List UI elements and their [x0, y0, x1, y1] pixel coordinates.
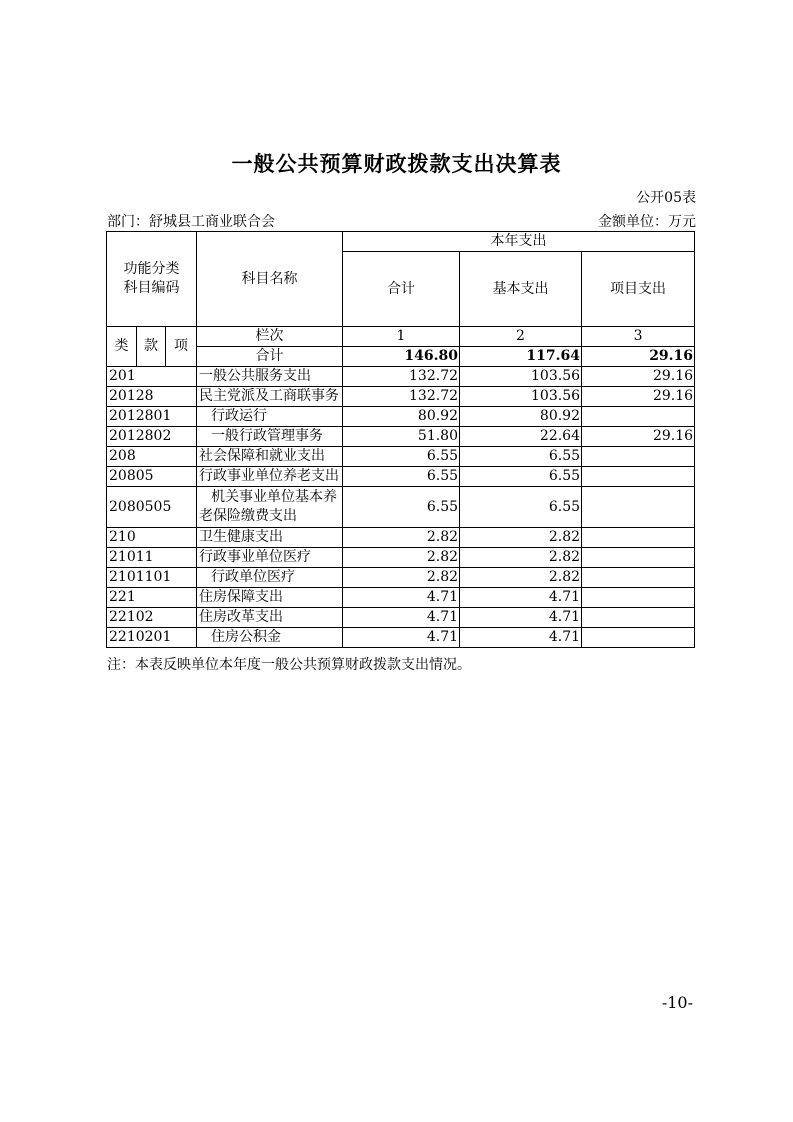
row-total: 132.72 [343, 367, 460, 387]
row-code: 201 [107, 367, 197, 387]
table-row [107, 528, 695, 548]
row-project: 29.16 [582, 387, 695, 407]
row-code: 21011 [107, 548, 197, 568]
table-row [107, 427, 695, 447]
row-total: 6.55 [343, 467, 460, 487]
table-row [107, 568, 695, 588]
page-number: -10- [661, 993, 693, 1012]
col-number-1: 1 [343, 327, 460, 347]
lei-header: 类 [107, 327, 137, 367]
total-amount: 146.80 [343, 347, 460, 367]
row-code: 221 [107, 588, 197, 608]
row-project [582, 447, 695, 467]
lanci-row [107, 327, 695, 347]
total-col-header: 合计 [343, 252, 460, 327]
table-footnote: 注：本表反映单位本年度一般公共预算财政拨款支出情况。 [107, 657, 471, 673]
page-title: 一般公共预算财政拨款支出决算表 [231, 151, 562, 176]
table-row [107, 608, 695, 628]
xiang-header: 项 [166, 327, 197, 367]
code-group-header: 功能分类科目编码 [107, 232, 197, 327]
col-number-2: 2 [460, 327, 582, 347]
basic-col-header: 基本支出 [460, 252, 582, 327]
row-basic: 80.92 [460, 407, 582, 427]
row-basic: 6.55 [460, 487, 582, 528]
row-code: 210 [107, 528, 197, 548]
table-row [107, 467, 695, 487]
row-basic: 4.71 [460, 608, 582, 628]
row-name: 行政运行 [197, 407, 343, 427]
subject-name-header: 科目名称 [197, 232, 343, 327]
row-project: 29.16 [582, 367, 695, 387]
row-name: 住房保障支出 [197, 588, 343, 608]
row-basic: 103.56 [460, 367, 582, 387]
row-project [582, 467, 695, 487]
row-code: 2101101 [107, 568, 197, 588]
row-project [582, 568, 695, 588]
row-total: 4.71 [343, 608, 460, 628]
row-basic: 6.55 [460, 447, 582, 467]
row-code: 2210201 [107, 628, 197, 648]
total-label: 合计 [197, 347, 343, 367]
kuan-header: 款 [137, 327, 166, 367]
row-name: 一般行政管理事务 [197, 427, 343, 447]
row-total: 2.82 [343, 528, 460, 548]
row-code: 20805 [107, 467, 197, 487]
table-row [107, 588, 695, 608]
lanci-label: 栏次 [197, 327, 343, 347]
table-row [107, 387, 695, 407]
table-row [107, 407, 695, 427]
row-code: 208 [107, 447, 197, 467]
row-total: 2.82 [343, 548, 460, 568]
row-code: 22102 [107, 608, 197, 628]
row-name: 卫生健康支出 [197, 528, 343, 548]
table-row [107, 548, 695, 568]
row-basic: 22.64 [460, 427, 582, 447]
row-name: 行政事业单位养老支出 [197, 467, 343, 487]
expenditure-table [106, 231, 695, 648]
table-row [107, 367, 695, 387]
row-name: 行政单位医疗 [197, 568, 343, 588]
header-row-1 [107, 232, 695, 252]
row-total: 132.72 [343, 387, 460, 407]
row-project [582, 548, 695, 568]
row-project [582, 407, 695, 427]
row-total: 80.92 [343, 407, 460, 427]
row-basic: 6.55 [460, 467, 582, 487]
row-total: 6.55 [343, 487, 460, 528]
row-basic: 103.56 [460, 387, 582, 407]
row-total: 4.71 [343, 628, 460, 648]
row-project [582, 628, 695, 648]
row-name: 一般公共服务支出 [197, 367, 343, 387]
row-code: 2012802 [107, 427, 197, 447]
row-basic: 2.82 [460, 528, 582, 548]
row-name: 机关事业单位基本养老保险缴费支出 [197, 487, 343, 528]
year-expenditure-header: 本年支出 [343, 232, 695, 252]
row-total: 2.82 [343, 568, 460, 588]
col-number-3: 3 [582, 327, 695, 347]
row-basic: 4.71 [460, 628, 582, 648]
row-name: 社会保障和就业支出 [197, 447, 343, 467]
row-basic: 4.71 [460, 588, 582, 608]
row-code: 2080505 [107, 487, 197, 528]
row-basic: 2.82 [460, 548, 582, 568]
row-project [582, 588, 695, 608]
row-code: 2012801 [107, 407, 197, 427]
table-row [107, 628, 695, 648]
form-number: 公开05表 [636, 190, 696, 206]
row-name: 行政事业单位医疗 [197, 548, 343, 568]
total-project: 29.16 [582, 347, 695, 367]
row-project: 29.16 [582, 427, 695, 447]
row-basic: 2.82 [460, 568, 582, 588]
table-row [107, 487, 695, 528]
row-project [582, 608, 695, 628]
row-name: 住房公积金 [197, 628, 343, 648]
row-total: 4.71 [343, 588, 460, 608]
total-basic: 117.64 [460, 347, 582, 367]
amount-unit-label: 金额单位：万元 [598, 214, 696, 230]
department-label: 部门：舒城县工商业联合会 [107, 214, 275, 230]
row-project [582, 487, 695, 528]
row-name: 住房改革支出 [197, 608, 343, 628]
row-project [582, 528, 695, 548]
row-total: 6.55 [343, 447, 460, 467]
row-total: 51.80 [343, 427, 460, 447]
table-row [107, 447, 695, 467]
project-col-header: 项目支出 [582, 252, 695, 327]
row-code: 20128 [107, 387, 197, 407]
row-name: 民主党派及工商联事务 [197, 387, 343, 407]
